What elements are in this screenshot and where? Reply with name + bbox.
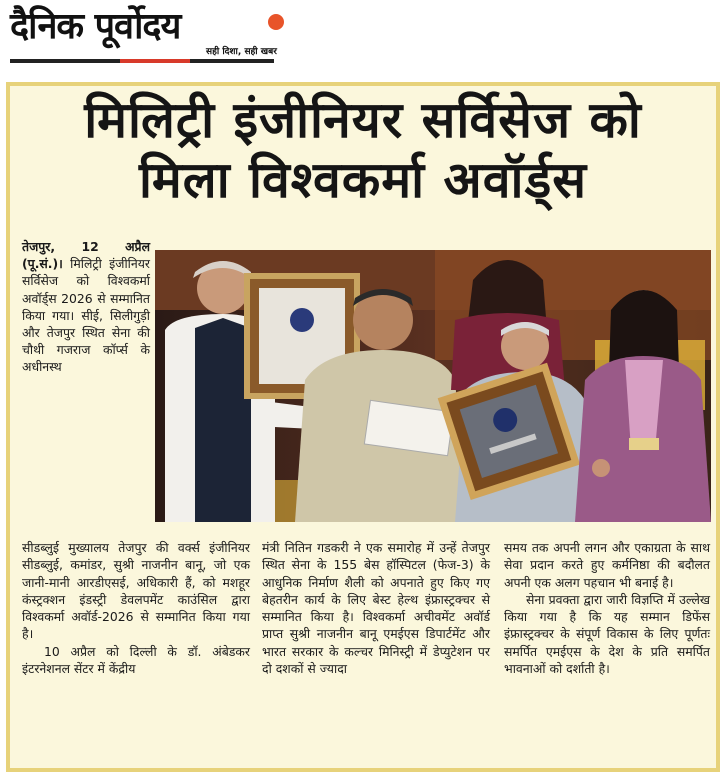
article-column-2 (262, 539, 490, 677)
article-column-intro (22, 238, 150, 376)
intro-text: मिलिट्री इंजीनियर सर्विसेज को विश्वकर्मा अवॉर्ड्स 2026 से सम्मानित किया गया। सीई, सिलीगुड़ी और तेजपुर स्थित सेना की चौथी गजराज कॉर्प्स के अधीनस्थ (22, 256, 150, 375)
newspaper-tagline: सही दिशा, सही खबर (206, 47, 277, 57)
dateline: तेजपुर, 12 अप्रैल (पू.सं.)। (22, 239, 150, 272)
logo-dot-icon (268, 14, 284, 30)
paragraph: समय तक अपनी लगन और एकाग्रता के साथ सेवा प्रदान करते हुए कर्मनिष्ठा की बदौलत अपनी एक अलग पहचान भी बनाई है। (504, 540, 710, 590)
headline-line-2: मिला विश्वकर्मा अवॉर्ड्स (138, 151, 588, 209)
award-ceremony-photo (155, 250, 711, 522)
paragraph: मंत्री नितिन गडकरी ने एक समारोह में उन्हें तेजपुर स्थित सेना के 155 बेस हॉस्पिटल (फेज-3) के आधुनिक निर्माण शैली को अपनाते हुए किए गए बेहतरीन कार्य के लिए बेस्ट हेल्थ इंफ्रास्ट्रक्चर से सम्मानित किया है। विश्वकर्मा अचीवमेंट अवॉर्ड प्राप्त सुश्री नाजनीन बानू एमईएस डिपार्टमेंट और भारत सरकार के कल्चर मिनिस्ट्री में डेप्युटेशन पर दो दशकों से ज्यादा (262, 540, 490, 677)
photo-illustration (155, 250, 711, 522)
article-column-3 (504, 539, 710, 677)
headline-line-1: मिलिट्री इंजीनियर सर्विसेज को (84, 91, 642, 149)
news-clipping (6, 82, 720, 772)
article-column-1 (22, 539, 250, 677)
paragraph: 10 अप्रैल को दिल्ली के डॉ. अंबेडकर इंटरनेशनल सेंटर में केंद्रीय (22, 643, 250, 677)
newspaper-name: दैनिक पूर्वोदय (10, 5, 181, 47)
article-headline (10, 90, 716, 210)
paragraph: सीडब्लुई मुख्यालय तेजपुर की वर्क्स इंजीनियर सीडब्लुई, कमांडर, सुश्री नाजनीन बानू, जो एक जानी-मानी आरडीएसई, अधिकारी हैं, को मशहूर कंस्ट्रक्शन इंडस्ट्री डेवलपमेंट काउंसिल द्वारा विश्वकर्मा अवॉर्ड-2026 से सम्मानित किया गया है। (22, 540, 250, 642)
masthead (10, 4, 290, 68)
paragraph: सेना प्रवक्ता द्वारा जारी विज्ञप्ति में उल्लेख किया गया है कि यह सम्मान डिफेंस इंफ्रास्ट्रक्चर के संपूर्ण विकास के लिए पूर्णतः समर्पित एमईएस के देश के प्रति समर्पित भावनाओं को दर्शाती है। (504, 591, 710, 677)
masthead-rule-accent (120, 59, 190, 63)
